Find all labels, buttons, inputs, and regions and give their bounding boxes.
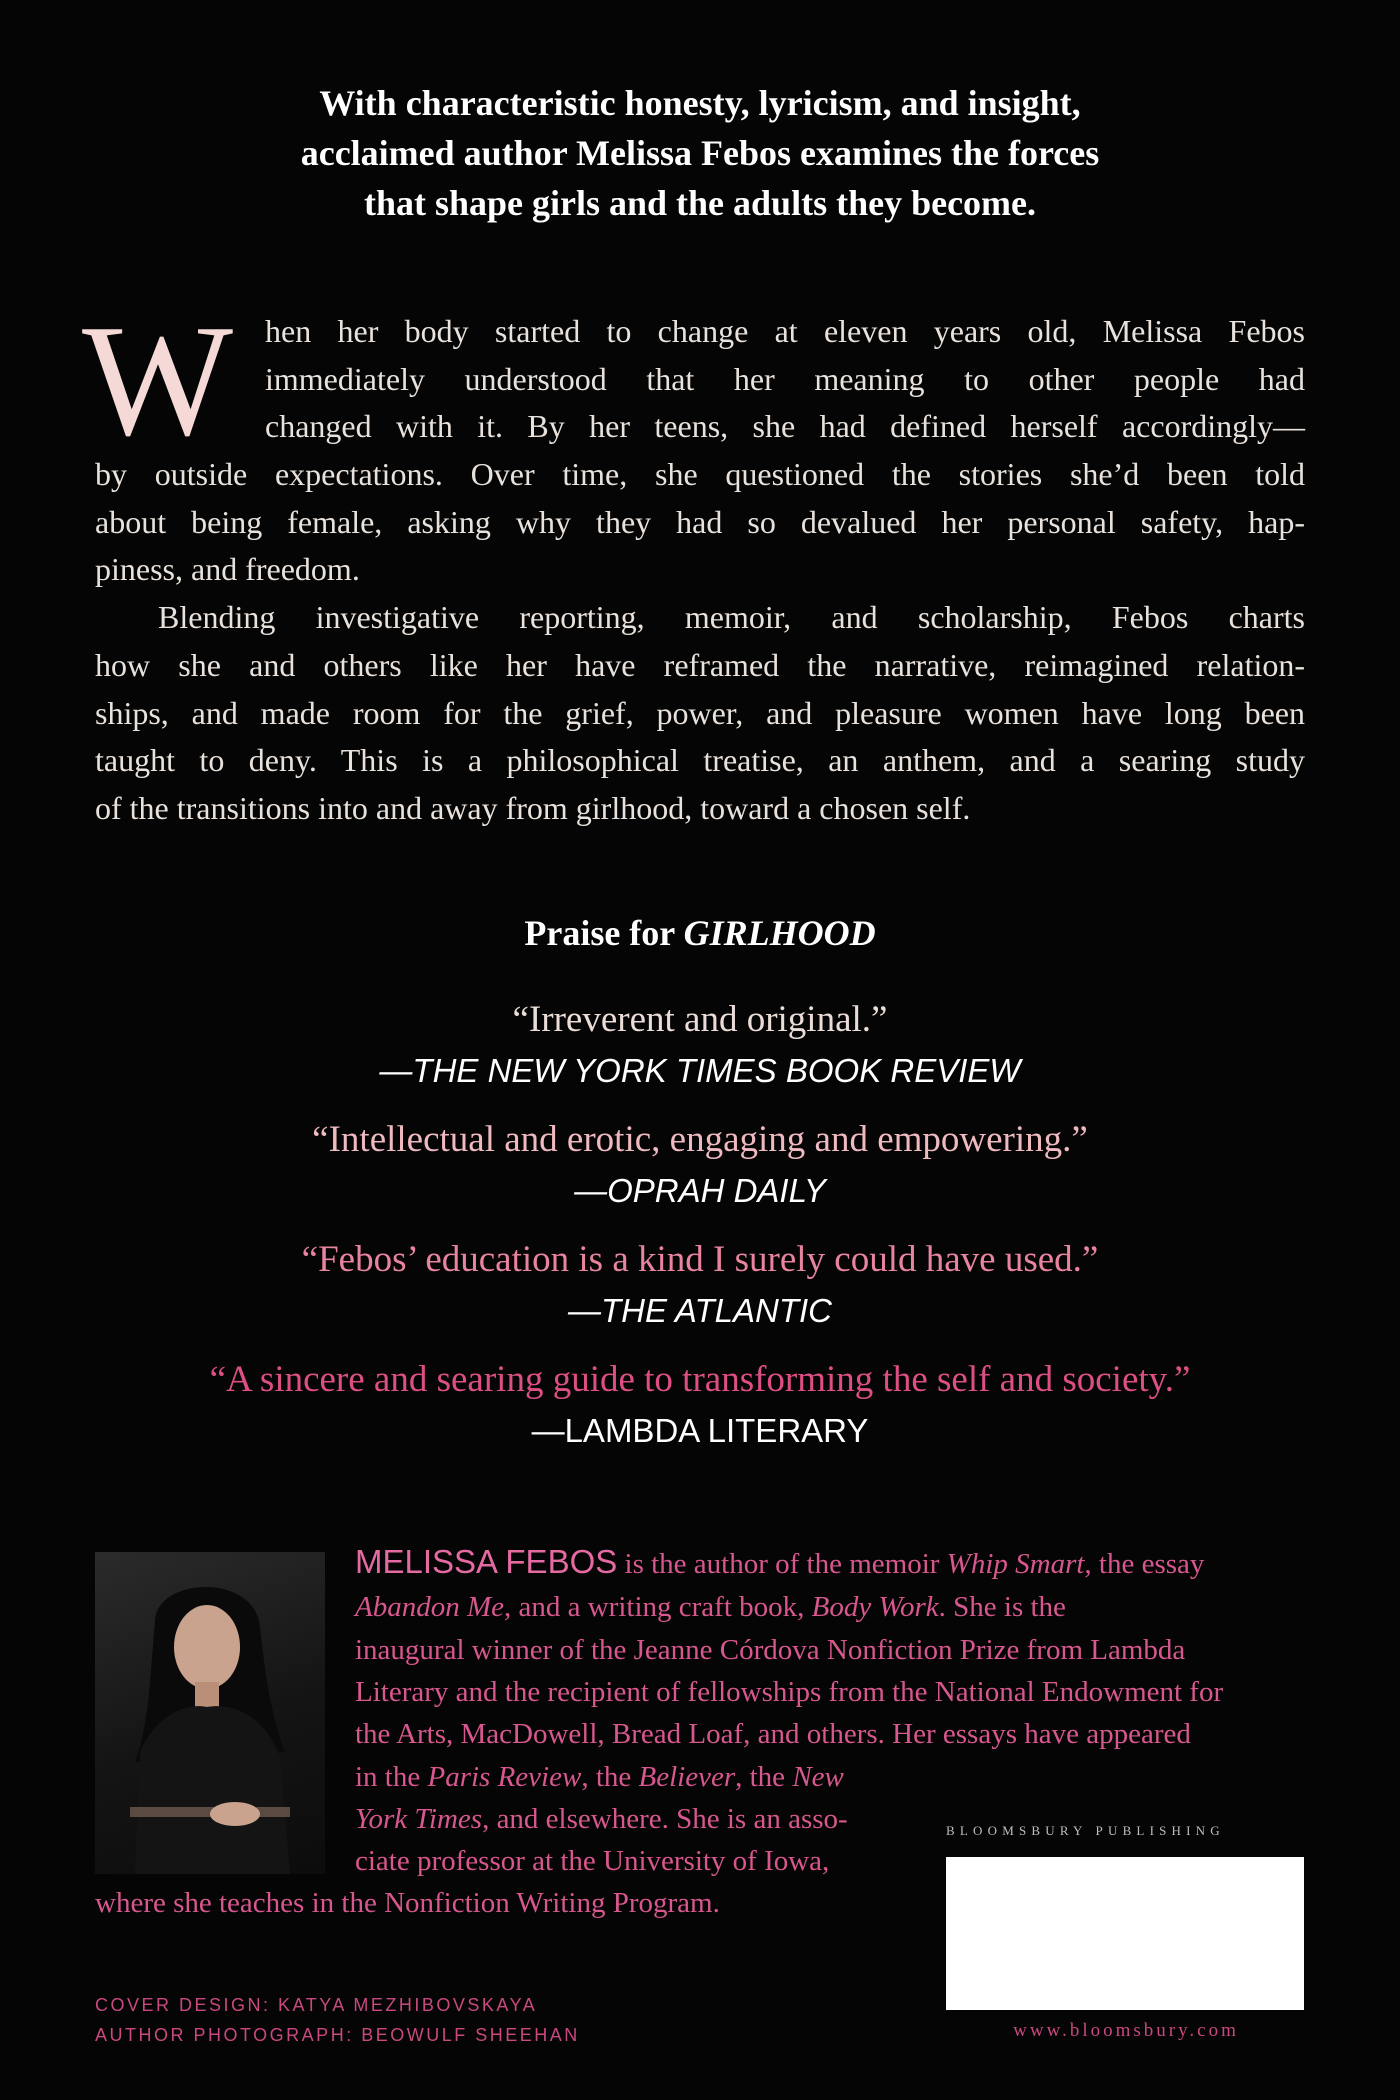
praise-heading-prefix: Praise for: [524, 913, 675, 953]
bio-line: [355, 1543, 1204, 1581]
bio-title: Believer: [638, 1761, 736, 1793]
praise-attribution: —THE NEW YORK TIMES BOOK REVIEW: [379, 1052, 1021, 1089]
bio-text: , and elsewhere. She is an asso-: [482, 1803, 848, 1835]
bio-text: , the: [735, 1761, 793, 1793]
bio-line: inaugural winner of the Jeanne Córdova Nonfiction Prize from Lambda: [355, 1634, 1186, 1666]
bio-line: [355, 1591, 1066, 1624]
bio-title: Whip Smart: [946, 1548, 1085, 1580]
praise-quote: “Irreverent and original.”: [512, 999, 888, 1040]
description-line: immediately understood that her meaning to other people had: [265, 360, 1305, 397]
praise-attribution: —OPRAH DAILY: [574, 1172, 826, 1209]
author-photo: [95, 1552, 325, 1874]
description-line: Blending investigative reporting, memoir, and scholarship, Febos charts: [158, 599, 1305, 636]
publisher-website[interactable]: www.bloomsbury.com: [1013, 2020, 1239, 2041]
praise-quote: “Febos’ education is a kind I surely could have used.”: [301, 1239, 1099, 1280]
bio-text: , the: [581, 1761, 639, 1793]
bio-title: Body Work: [811, 1591, 939, 1623]
praise-attribution: —LAMBDA LITERARY: [531, 1412, 869, 1449]
bio-line: the Arts, MacDowell, Bread Loaf, and others. Her essays have appeared: [355, 1718, 1191, 1750]
bio-title: Abandon Me: [355, 1591, 504, 1623]
bio-line: [355, 1761, 844, 1794]
bio-text: in the: [355, 1761, 428, 1793]
tagline-line: acclaimed author Melissa Febos examines the forces: [300, 133, 1100, 173]
bio-text: , the essay: [1084, 1548, 1205, 1580]
praise-attribution: —THE ATLANTIC: [567, 1292, 833, 1329]
description-line: by outside expectations. Over time, she questioned the stories she’d been told: [95, 456, 1305, 493]
bio-line: where she teaches in the Nonfiction Writing Program.: [95, 1887, 720, 1919]
description-line: how she and others like her have reframed the narrative, reimagined relation-: [95, 646, 1305, 683]
tagline-line: that shape girls and the adults they become.: [363, 183, 1037, 223]
bio-title: New: [792, 1761, 844, 1793]
description-line: taught to deny. This is a philosophical treatise, an anthem, and a searing study: [95, 742, 1305, 779]
photo-credit: AUTHOR PHOTOGRAPH: BEOWULF SHEEHAN: [95, 2025, 580, 2045]
description-line: changed with it. By her teens, she had defined herself accordingly—: [265, 408, 1305, 445]
description-line: about being female, asking why they had so devalued her personal safety, hap-: [95, 503, 1305, 540]
drop-cap: W: [82, 291, 234, 469]
praise-quote: “A sincere and searing guide to transforming the self and society.”: [209, 1359, 1191, 1400]
bio-line: ciate professor at the University of Iowa,: [355, 1845, 830, 1877]
credits: [95, 1990, 580, 2050]
author-name: MELISSA FEBOS: [355, 1543, 618, 1580]
praise-quote: “Intellectual and erotic, engaging and empowering.”: [312, 1119, 1088, 1160]
tagline: [200, 78, 1200, 228]
description-line: hen her body started to change at eleven years old, Melissa Febos: [265, 313, 1305, 349]
cover-design-credit: COVER DESIGN: KATYA MEZHIBOVSKAYA: [95, 1995, 538, 2015]
description: [95, 308, 1305, 833]
bio-text: . She is the: [938, 1591, 1066, 1623]
bio-text: is the author of the memoir: [617, 1548, 947, 1580]
barcode-area: [946, 1857, 1304, 2010]
bio-line: [355, 1803, 848, 1836]
publisher-name: BLOOMSBURY PUBLISHING: [946, 1823, 1225, 1838]
tagline-line: With characteristic honesty, lyricism, and insight,: [319, 83, 1081, 123]
description-line: ships, and made room for the grief, power, and pleasure women have long been: [95, 694, 1305, 731]
bio-title: Paris Review: [427, 1761, 582, 1793]
description-line: piness, and freedom.: [95, 551, 360, 588]
bio-title: York Times: [355, 1803, 483, 1835]
bio-line: Literary and the recipient of fellowships from the National Endowment for: [355, 1676, 1224, 1708]
praise-heading: [0, 912, 1400, 954]
description-line: of the transitions into and away from girlhood, toward a chosen self.: [95, 789, 971, 826]
praise-heading-title: GIRLHOOD: [683, 913, 876, 953]
bio-text: , and a writing craft book,: [504, 1591, 812, 1623]
